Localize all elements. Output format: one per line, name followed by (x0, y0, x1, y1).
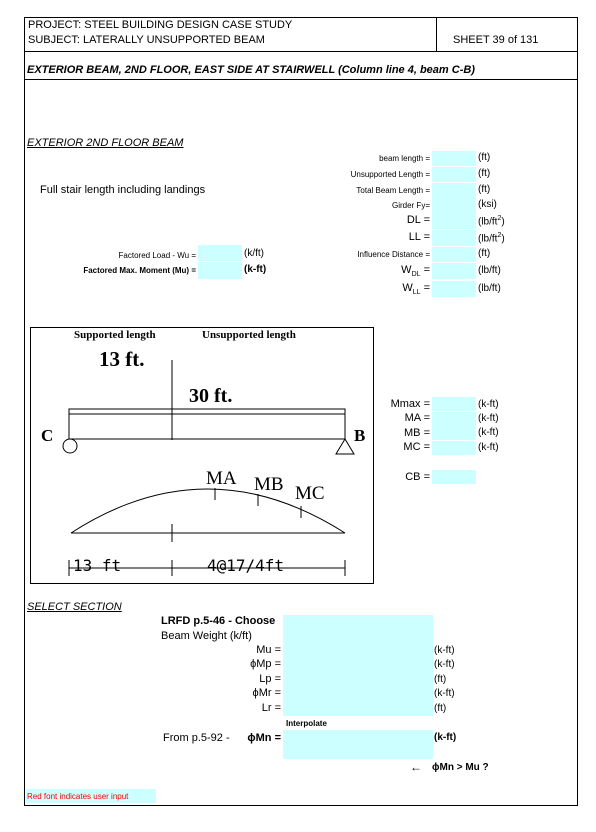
phimn-unit: (k-ft) (434, 732, 457, 743)
mmax-output (432, 397, 476, 411)
ma-unit: (k-ft) (478, 413, 499, 424)
factored-load-output (198, 245, 242, 261)
choose-label: LRFD p.5-46 - Choose (161, 615, 276, 627)
section-properties-output (283, 644, 433, 716)
mc-output (432, 441, 476, 455)
mmax-unit: (k-ft) (478, 399, 499, 410)
phimr-unit: (k-ft) (434, 688, 455, 699)
mmax-label: Mmax = (390, 398, 430, 410)
unsupported-length-label: Unsupported length (202, 329, 296, 341)
footer-note: Red font indicates user input (27, 792, 129, 801)
cb-output (432, 470, 476, 484)
beam-length-input[interactable] (432, 151, 476, 166)
lr-label: Lr = (261, 702, 281, 714)
dl-input[interactable] (432, 213, 476, 229)
total-length-label: Total Beam Length = (356, 186, 430, 195)
phimp-unit: (k-ft) (434, 659, 455, 670)
mu-label: Mu = (256, 644, 281, 656)
girder-fy-unit: (ksi) (478, 199, 497, 210)
supported-length-label: Supported length (74, 329, 156, 341)
mb-value-label: MB = (404, 427, 430, 439)
from-label: From p.5-92 - (163, 732, 230, 744)
phimr-label: ϕMr = (252, 687, 281, 699)
ma-label: MA (206, 468, 237, 489)
interpolate-label: Interpolate (286, 719, 327, 728)
phimn-check-label: ϕMn > Mu ? (432, 762, 489, 773)
wll-label: $W_{LL}$ = (402, 282, 430, 297)
wdl-label: $W_{DL}$ = (401, 264, 430, 279)
phimn-output (283, 730, 433, 759)
beam-weight-label: Beam Weight (k/ft) (161, 630, 252, 642)
dl-unit: $(lb/ft^2)$ (478, 215, 505, 228)
sheet-divider (436, 17, 437, 51)
sheet-number: SHEET 39 of 131 (453, 34, 539, 46)
mb-unit: (k-ft) (478, 427, 499, 438)
supported-dimension: 13 ft. (99, 347, 145, 371)
beam-heading: EXTERIOR 2ND FLOOR BEAM (27, 137, 184, 149)
project-label: PROJECT: STEEL BUILDING DESIGN CASE STUDY (28, 19, 293, 31)
mb-output (432, 426, 476, 440)
unsupported-length-unit: (ft) (478, 168, 491, 179)
supported-dimension-text: 13 ft (73, 556, 122, 575)
mc-label: MC (295, 483, 325, 504)
support-b-label: B (354, 426, 366, 445)
influence-distance-unit: (ft) (478, 248, 491, 259)
dl-label: DL = (406, 214, 430, 226)
header-divider (24, 51, 578, 52)
roller-support-icon (63, 439, 77, 453)
phimp-label: ϕMp = (250, 658, 281, 670)
influence-distance-input[interactable] (432, 247, 476, 262)
factored-load-unit: (k/ft) (244, 248, 264, 259)
subject-label: SUBJECT: LATERALLY UNSUPPORTED BEAM (28, 34, 265, 46)
factored-load-label: Factored Load - Wu = (118, 251, 196, 260)
factored-moment-output (198, 262, 242, 279)
title-divider (24, 79, 578, 80)
lp-label: Lp = (259, 673, 281, 685)
wll-input[interactable] (432, 281, 476, 297)
total-length-input[interactable] (432, 183, 476, 198)
factored-moment-label: Factored Max. Moment (Mu) = (83, 266, 196, 275)
beam-diagram (30, 327, 374, 584)
cb-label: CB = (405, 471, 430, 483)
ma-value-label: MA = (404, 412, 430, 424)
wdl-input[interactable] (432, 263, 476, 279)
factored-moment-unit: (k-ft) (244, 264, 267, 275)
ll-label: LL = (408, 231, 430, 243)
ll-unit: $(lb/ft^2)$ (478, 232, 505, 245)
beam-drawing (31, 328, 375, 585)
lp-unit: (ft) (434, 674, 447, 685)
stair-length-note: Full stair length including landings (40, 184, 206, 196)
beam-length-label: beam length = (379, 154, 430, 163)
beam-length-unit: (ft) (478, 152, 491, 163)
mb-label: MB (254, 474, 284, 495)
unsupported-length-input[interactable] (432, 167, 476, 182)
influence-distance-label: Influence Distance = (357, 250, 430, 259)
segments-dimension-text: 4@17/4ft (207, 556, 285, 575)
unsupported-dimension: 30 ft. (189, 385, 233, 407)
ma-output (432, 412, 476, 426)
mc-value-label: MC = (403, 441, 430, 453)
phimn-label: ϕMn = (247, 732, 281, 744)
unsupported-length-label: Unsupported Length = (350, 170, 430, 179)
section-choice-input[interactable] (283, 615, 433, 644)
wll-unit: (lb/ft) (478, 283, 501, 294)
page-title: EXTERIOR BEAM, 2ND FLOOR, EAST SIDE AT STAIRWELL (Column line 4, beam C-B) (27, 64, 475, 76)
mu-unit: (k-ft) (434, 645, 455, 656)
total-length-unit: (ft) (478, 184, 491, 195)
ll-input[interactable] (432, 230, 476, 246)
support-c-label: C (41, 426, 54, 445)
girder-fy-input[interactable] (432, 198, 476, 213)
arrow-left-icon: ← (410, 760, 422, 774)
moment-diagram-curve (71, 489, 345, 533)
girder-fy-label: Girder Fy= (391, 201, 430, 210)
lr-unit: (ft) (434, 703, 447, 714)
select-heading: SELECT SECTION (27, 601, 122, 613)
wdl-unit: (lb/ft) (478, 265, 501, 276)
pin-support-icon (336, 439, 354, 454)
mc-unit: (k-ft) (478, 442, 499, 453)
